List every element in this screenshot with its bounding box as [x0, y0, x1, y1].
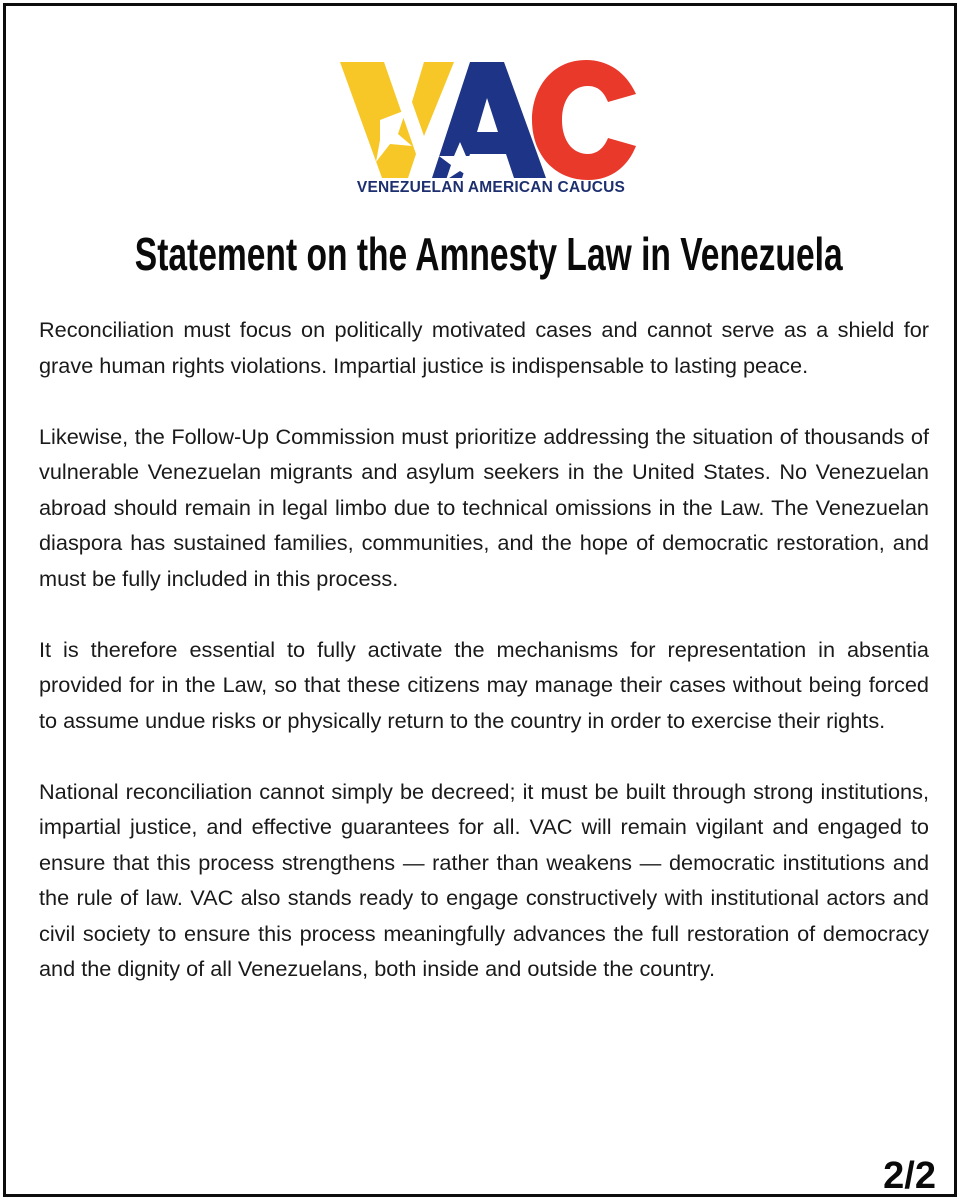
logo-v-letter	[340, 62, 416, 178]
paragraph-4: National reconciliation cannot simply be decreed; it must be built through strong institutions, impartial justice, and effective guarantees for all. VAC will remain vigilant and engaged to ensure that this process strengthens — rather than weakens — democratic institutions and the rule of law. VAC also stands ready to engage constructively with institutional actors and civil society to ensure this process meaningfully advances the full restoration of democracy and the dignity of all Venezuelans, both inside and outside the country.	[39, 778, 929, 981]
page-title: Statement on the Amnesty Law in Venezuela	[134, 228, 843, 280]
paragraph-3: It is therefore essential to fully activate the mechanisms for representation in absentia provided for in the Law, so that these citizens may manage their cases without being forced to assume undue risks or physically return to the country in order to exercise their rights.	[39, 636, 929, 733]
logo-c-letter	[532, 60, 636, 180]
logo-v-right-stroke	[412, 62, 454, 136]
paragraph-2: Likewise, the Follow-Up Commission must prioritize addressing the situation of thousands of vulnerable Venezuelan migrants and asylum seekers in the United States. No Venezuelan abroad should remain in legal limbo due to technical omissions in the Law. The Venezuelan diaspora has sustained families, communities, and the hope of democratic restoration, and must be fully included in this process.	[39, 423, 929, 591]
vac-logo	[336, 50, 646, 200]
logo-caption: VENEZUELAN AMERICAN CAUCUS	[356, 179, 626, 196]
statement-body	[39, 312, 929, 1022]
page-number: 2/2	[883, 1155, 936, 1197]
document-frame	[3, 3, 957, 1197]
paragraph-1: Reconciliation must focus on politically motivated cases and cannot serve as a shield for grave human rights violations. Impartial justice is indispensable to lasting peace.	[39, 317, 929, 378]
